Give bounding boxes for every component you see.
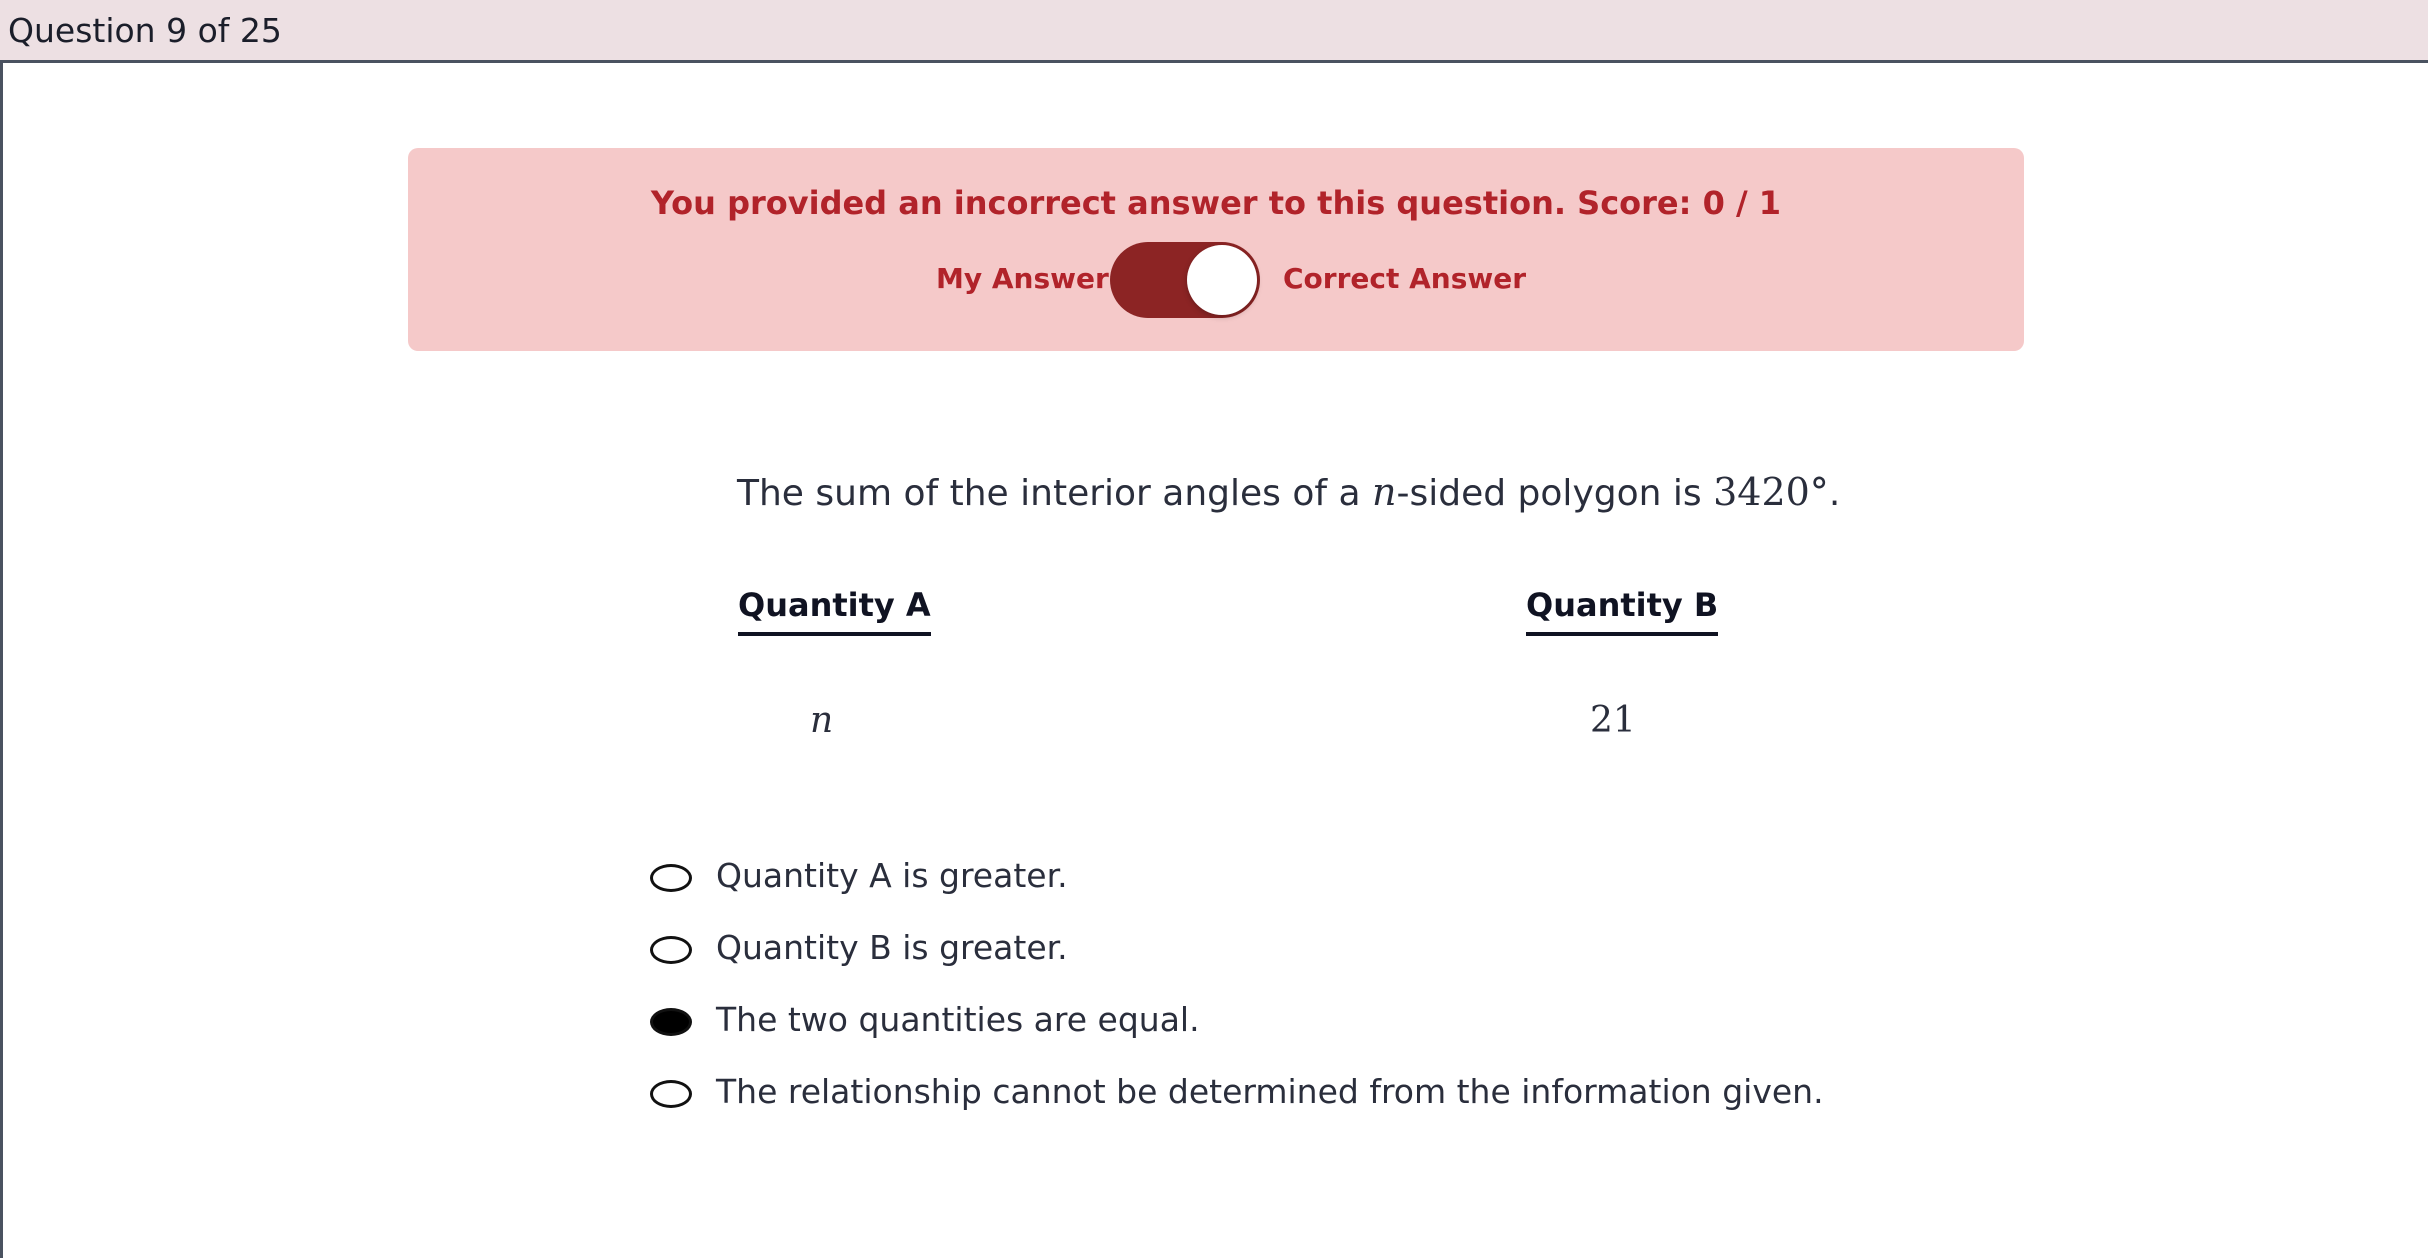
- radio-button[interactable]: [650, 864, 692, 892]
- radio-button[interactable]: [650, 1080, 692, 1108]
- toggle-knob: [1187, 245, 1257, 315]
- question-counter: Question 9 of 25: [8, 11, 282, 50]
- answer-toggle-switch[interactable]: [1110, 242, 1260, 318]
- quantity-b-heading: Quantity B: [1526, 586, 1718, 636]
- stem-variable: n: [1372, 470, 1397, 514]
- quantity-b-value: 21: [1590, 700, 1636, 741]
- question-header-bar: [0, 0, 2428, 63]
- feedback-message: You provided an incorrect answer to this question. Score: 0 / 1: [650, 184, 1782, 222]
- feedback-banner: [408, 148, 2024, 351]
- option-label: The relationship cannot be determined from the information given.: [716, 1072, 1824, 1111]
- quantity-a-heading: Quantity A: [738, 586, 931, 636]
- stem-text-end: .: [1828, 473, 1841, 514]
- correct-answer-label[interactable]: Correct Answer: [1283, 262, 1527, 295]
- radio-button[interactable]: [650, 936, 692, 964]
- stem-text-middle: -sided polygon is: [1396, 473, 1714, 514]
- answer-toggle-row: [408, 240, 2024, 320]
- my-answer-label[interactable]: My Answer: [936, 262, 1109, 295]
- option-label: Quantity B is greater.: [716, 928, 1068, 967]
- question-stem: [737, 470, 1840, 514]
- frame-border: [0, 63, 3, 1258]
- stem-value: 3420°: [1713, 470, 1829, 514]
- option-label: The two quantities are equal.: [716, 1000, 1200, 1039]
- quantity-a-value: n: [810, 700, 834, 741]
- stem-text-start: The sum of the interior angles of a: [737, 473, 1373, 514]
- option-label: Quantity A is greater.: [716, 856, 1068, 895]
- radio-button-selected[interactable]: [650, 1008, 692, 1036]
